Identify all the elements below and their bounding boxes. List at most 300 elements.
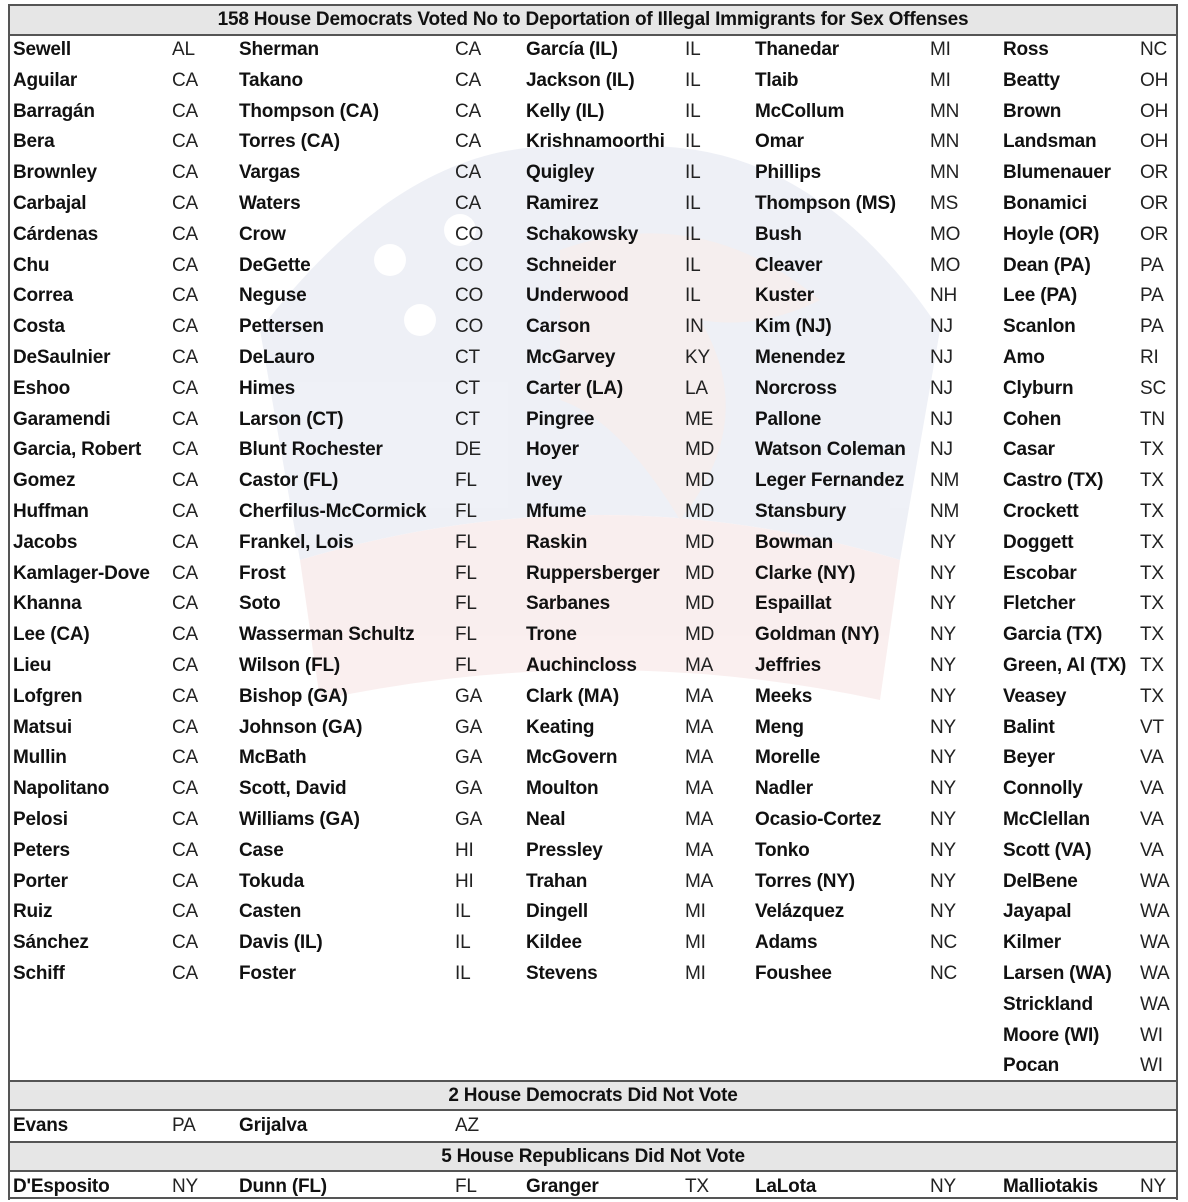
member-name: Moore (WI): [1003, 1025, 1100, 1046]
member-name: Takano: [239, 70, 303, 91]
member-state: NC: [930, 932, 958, 953]
member-name: Mullin: [13, 747, 67, 768]
member-name: Pettersen: [239, 316, 324, 337]
member-state: MO: [930, 255, 961, 276]
member-state: IL: [685, 131, 701, 152]
member-name: Lee (PA): [1003, 285, 1078, 306]
member-state: MN: [930, 162, 960, 183]
member-name: Stevens: [526, 963, 598, 984]
member-state: IL: [685, 285, 701, 306]
member-name: Neal: [526, 809, 566, 830]
member-name: Jackson (IL): [526, 70, 635, 91]
member-name: Crockett: [1003, 501, 1079, 522]
member-state: CA: [172, 501, 198, 522]
member-name: Ruppersberger: [526, 563, 660, 584]
member-state: TX: [1140, 563, 1164, 584]
member-state: IL: [685, 39, 701, 60]
member-name: Eshoo: [13, 378, 71, 399]
member-state: CO: [455, 316, 484, 337]
member-state: CA: [455, 70, 481, 91]
member-state: CT: [455, 409, 480, 430]
member-name: LaLota: [755, 1176, 817, 1197]
member-name: Pelosi: [13, 809, 68, 830]
member-name: Espaillat: [755, 593, 832, 614]
member-state: TX: [1140, 655, 1164, 676]
member-state: NJ: [930, 378, 953, 399]
member-state: NM: [930, 501, 960, 522]
member-name: Gomez: [13, 470, 76, 491]
member-name: Ramirez: [526, 193, 599, 214]
member-name: Castro (TX): [1003, 470, 1104, 491]
member-name: Green, Al (TX): [1003, 655, 1127, 676]
member-state: LA: [685, 378, 708, 399]
member-name: Peters: [13, 840, 70, 861]
member-name: Meng: [755, 717, 804, 738]
member-name: Brown: [1003, 101, 1062, 122]
member-state: TX: [1140, 439, 1164, 460]
member-name: Johnson (GA): [239, 717, 363, 738]
member-name: Barragán: [13, 101, 95, 122]
member-name: Cleaver: [755, 255, 823, 276]
member-name: Auchincloss: [526, 655, 637, 676]
member-name: Correa: [13, 285, 74, 306]
member-name: Garcia (TX): [1003, 624, 1103, 645]
member-name: Williams (GA): [239, 809, 360, 830]
member-state: TX: [1140, 624, 1164, 645]
member-state: MI: [930, 70, 951, 91]
member-state: MI: [685, 932, 706, 953]
member-state: CA: [172, 901, 198, 922]
member-state: TX: [1140, 593, 1164, 614]
member-state: OH: [1140, 101, 1169, 122]
member-name: Sánchez: [13, 932, 89, 953]
member-state: CA: [455, 101, 481, 122]
member-name: Adams: [755, 932, 818, 953]
member-name: Wilson (FL): [239, 655, 341, 676]
member-state: IL: [685, 255, 701, 276]
member-state: PA: [1140, 285, 1164, 306]
member-name: Case: [239, 840, 284, 861]
member-name: Torres (NY): [755, 871, 855, 892]
member-name: Jayapal: [1003, 901, 1072, 922]
member-state: NH: [930, 285, 958, 306]
member-state: NY: [930, 840, 956, 861]
member-name: Veasey: [1003, 686, 1067, 707]
member-state: MD: [685, 470, 715, 491]
member-name: Sarbanes: [526, 593, 610, 614]
member-name: Davis (IL): [239, 932, 323, 953]
member-name: Casar: [1003, 439, 1055, 460]
member-state: PA: [172, 1115, 196, 1136]
member-name: Velázquez: [755, 901, 845, 922]
member-name: Pocan: [1003, 1055, 1060, 1076]
member-name: Connolly: [1003, 778, 1083, 799]
member-name: Beatty: [1003, 70, 1060, 91]
member-state: CA: [172, 563, 198, 584]
member-name: Hoyer: [526, 439, 579, 460]
member-name: Huffman: [13, 501, 89, 522]
member-state: GA: [455, 809, 483, 830]
member-state: OR: [1140, 193, 1169, 214]
member-name: Granger: [526, 1176, 599, 1197]
member-state: CA: [172, 470, 198, 491]
member-name: Pingree: [526, 409, 595, 430]
member-state: WA: [1140, 932, 1170, 953]
member-name: Aguilar: [13, 70, 78, 91]
member-name: Foster: [239, 963, 296, 984]
member-state: VA: [1140, 778, 1164, 799]
member-name: Soto: [239, 593, 281, 614]
member-state: CT: [455, 378, 480, 399]
member-name: Norcross: [755, 378, 837, 399]
member-name: Goldman (NY): [755, 624, 880, 645]
member-state: IL: [455, 963, 471, 984]
member-name: Brownley: [13, 162, 97, 183]
member-state: GA: [455, 747, 483, 768]
member-name: Napolitano: [13, 778, 110, 799]
member-state: TN: [1140, 409, 1165, 430]
member-state: NJ: [930, 347, 953, 368]
member-state: MA: [685, 840, 714, 861]
member-name: Bowman: [755, 532, 833, 553]
member-name: Carter (LA): [526, 378, 624, 399]
member-state: CA: [172, 532, 198, 553]
member-name: Stansbury: [755, 501, 847, 522]
member-name: Evans: [13, 1115, 68, 1136]
member-state: WA: [1140, 994, 1170, 1015]
member-name: Foushee: [755, 963, 832, 984]
member-name: Dunn (FL): [239, 1176, 327, 1197]
member-state: WA: [1140, 963, 1170, 984]
member-name: McGarvey: [526, 347, 616, 368]
member-state: CA: [172, 809, 198, 830]
member-state: CA: [172, 409, 198, 430]
member-state: SC: [1140, 378, 1166, 399]
member-name: Garcia, Robert: [13, 439, 142, 460]
member-name: DelBene: [1003, 871, 1078, 892]
member-state: NY: [930, 655, 956, 676]
member-name: Clarke (NY): [755, 563, 856, 584]
member-state: MN: [930, 131, 960, 152]
member-state: NY: [930, 624, 956, 645]
member-state: MD: [685, 593, 715, 614]
member-state: CA: [455, 131, 481, 152]
member-name: Krishnamoorthi: [526, 131, 665, 152]
member-state: GA: [455, 778, 483, 799]
member-name: Phillips: [755, 162, 821, 183]
member-name: Chu: [13, 255, 50, 276]
member-name: Ross: [1003, 39, 1049, 60]
member-state: CA: [172, 224, 198, 245]
member-state: NY: [930, 901, 956, 922]
member-name: Omar: [755, 131, 804, 152]
member-state: CA: [455, 39, 481, 60]
member-name: Blumenauer: [1003, 162, 1111, 183]
member-state: NY: [930, 747, 956, 768]
member-state: PA: [1140, 316, 1164, 337]
member-state: NC: [930, 963, 958, 984]
member-name: Trone: [526, 624, 577, 645]
member-state: AZ: [455, 1115, 479, 1136]
member-name: Beyer: [1003, 747, 1055, 768]
member-state: CA: [455, 162, 481, 183]
member-name: García (IL): [526, 39, 618, 60]
member-name: Porter: [13, 871, 68, 892]
member-name: Jeffries: [755, 655, 821, 676]
member-state: CA: [172, 686, 198, 707]
member-name: Fletcher: [1003, 593, 1076, 614]
member-name: Bera: [13, 131, 55, 152]
member-name: Nadler: [755, 778, 813, 799]
member-state: OH: [1140, 70, 1169, 91]
member-name: Frankel, Lois: [239, 532, 354, 553]
member-state: CA: [172, 131, 198, 152]
member-state: NY: [930, 686, 956, 707]
member-name: Grijalva: [239, 1115, 308, 1136]
member-state: TX: [1140, 470, 1164, 491]
member-name: Garamendi: [13, 409, 111, 430]
member-name: Scott (VA): [1003, 840, 1092, 861]
member-name: McClellan: [1003, 809, 1090, 830]
member-name: Schneider: [526, 255, 617, 276]
member-state: NY: [930, 532, 956, 553]
member-name: DeSaulnier: [13, 347, 111, 368]
member-state: HI: [455, 840, 474, 861]
member-state: NM: [930, 470, 960, 491]
member-state: DE: [455, 439, 481, 460]
member-name: Waters: [239, 193, 301, 214]
member-name: Lofgren: [13, 686, 83, 707]
member-name: Tokuda: [239, 871, 304, 892]
member-state: CA: [455, 193, 481, 214]
member-name: DeGette: [239, 255, 311, 276]
member-state: MN: [930, 101, 960, 122]
member-name: Kildee: [526, 932, 582, 953]
member-state: CA: [172, 655, 198, 676]
member-state: NJ: [930, 439, 953, 460]
rep-no-vote-header: 5 House Republicans Did Not Vote: [8, 1141, 1178, 1172]
member-name: Schiff: [13, 963, 65, 984]
member-state: CA: [172, 347, 198, 368]
member-name: Kilmer: [1003, 932, 1061, 953]
member-name: Torres (CA): [239, 131, 340, 152]
member-state: TX: [1140, 532, 1164, 553]
member-state: CA: [172, 593, 198, 614]
member-name: Trahan: [526, 871, 588, 892]
member-name: Bonamici: [1003, 193, 1087, 214]
member-state: RI: [1140, 347, 1159, 368]
member-name: Pressley: [526, 840, 603, 861]
member-state: AL: [172, 39, 195, 60]
member-state: WA: [1140, 901, 1170, 922]
member-state: MD: [685, 624, 715, 645]
member-state: VA: [1140, 747, 1164, 768]
member-name: Lieu: [13, 655, 52, 676]
member-state: NC: [1140, 39, 1168, 60]
member-state: ME: [685, 409, 714, 430]
member-name: Hoyle (OR): [1003, 224, 1100, 245]
member-name: Scanlon: [1003, 316, 1076, 337]
member-state: NY: [930, 593, 956, 614]
member-state: VA: [1140, 809, 1164, 830]
member-state: TX: [1140, 501, 1164, 522]
member-name: Carbajal: [13, 193, 87, 214]
main-header: 158 House Democrats Voted No to Deportation of Illegal Immigrants for Sex Offenses: [8, 4, 1178, 36]
member-name: Cohen: [1003, 409, 1062, 430]
member-state: HI: [455, 871, 474, 892]
member-state: CA: [172, 285, 198, 306]
member-state: MI: [685, 963, 706, 984]
member-state: IL: [685, 70, 701, 91]
member-state: MA: [685, 809, 714, 830]
member-state: IL: [685, 101, 701, 122]
member-state: CT: [455, 347, 480, 368]
member-name: Ocasio-Cortez: [755, 809, 882, 830]
member-state: CA: [172, 162, 198, 183]
member-state: MI: [685, 901, 706, 922]
member-name: Jacobs: [13, 532, 78, 553]
member-state: NY: [172, 1176, 198, 1197]
member-name: Thompson (CA): [239, 101, 379, 122]
member-name: Morelle: [755, 747, 821, 768]
member-state: GA: [455, 717, 483, 738]
member-name: Amo: [1003, 347, 1045, 368]
member-state: MS: [930, 193, 959, 214]
member-state: MD: [685, 532, 715, 553]
member-name: Ruiz: [13, 901, 53, 922]
member-name: Tonko: [755, 840, 810, 861]
member-name: Kuster: [755, 285, 814, 306]
member-state: CA: [172, 778, 198, 799]
member-name: Blunt Rochester: [239, 439, 383, 460]
member-name: Strickland: [1003, 994, 1093, 1015]
member-state: FL: [455, 624, 477, 645]
member-state: KY: [685, 347, 710, 368]
member-state: MA: [685, 717, 714, 738]
member-state: FL: [455, 501, 477, 522]
member-name: Bush: [755, 224, 802, 245]
member-name: Raskin: [526, 532, 588, 553]
member-name: Casten: [239, 901, 302, 922]
member-state: CA: [172, 963, 198, 984]
member-state: IL: [685, 224, 701, 245]
member-name: Underwood: [526, 285, 629, 306]
member-state: MA: [685, 747, 714, 768]
member-name: Bishop (GA): [239, 686, 348, 707]
member-name: Clark (MA): [526, 686, 620, 707]
member-state: NY: [930, 1176, 956, 1197]
member-state: MI: [930, 39, 951, 60]
member-state: VA: [1140, 840, 1164, 861]
member-state: NJ: [930, 316, 953, 337]
member-state: FL: [455, 470, 477, 491]
member-state: IL: [455, 901, 471, 922]
member-state: CA: [172, 717, 198, 738]
member-state: MD: [685, 439, 715, 460]
member-name: Malliotakis: [1003, 1176, 1098, 1197]
member-state: IL: [685, 162, 701, 183]
member-state: CO: [455, 285, 484, 306]
member-state: WI: [1140, 1025, 1163, 1046]
member-state: CA: [172, 840, 198, 861]
member-state: MO: [930, 224, 961, 245]
member-name: Kamlager-Dove: [13, 563, 150, 584]
member-state: FL: [455, 532, 477, 553]
member-name: Moulton: [526, 778, 599, 799]
member-state: CA: [172, 932, 198, 953]
member-state: CO: [455, 224, 484, 245]
member-state: OR: [1140, 224, 1169, 245]
member-state: VT: [1140, 717, 1164, 738]
member-state: IN: [685, 316, 704, 337]
member-state: NJ: [930, 409, 953, 430]
member-name: Meeks: [755, 686, 813, 707]
member-state: CA: [172, 439, 198, 460]
member-name: Clyburn: [1003, 378, 1074, 399]
member-state: IL: [455, 932, 471, 953]
member-name: Ivey: [526, 470, 563, 491]
member-name: Sewell: [13, 39, 71, 60]
member-state: FL: [455, 655, 477, 676]
member-name: D'Esposito: [13, 1176, 110, 1197]
member-state: CA: [172, 871, 198, 892]
member-name: Pallone: [755, 409, 822, 430]
member-state: CA: [172, 624, 198, 645]
dem-no-vote-header: 2 House Democrats Did Not Vote: [8, 1080, 1178, 1111]
member-state: WA: [1140, 871, 1170, 892]
member-name: Mfume: [526, 501, 587, 522]
member-name: Vargas: [239, 162, 301, 183]
member-name: Frost: [239, 563, 286, 584]
member-name: McCollum: [755, 101, 845, 122]
member-name: DeLauro: [239, 347, 315, 368]
member-state: NY: [930, 871, 956, 892]
member-name: Leger Fernandez: [755, 470, 905, 491]
member-name: Quigley: [526, 162, 595, 183]
member-state: TX: [685, 1176, 709, 1197]
member-name: Kelly (IL): [526, 101, 605, 122]
member-state: FL: [455, 563, 477, 584]
member-name: Neguse: [239, 285, 307, 306]
member-name: Keating: [526, 717, 595, 738]
member-state: MD: [685, 501, 715, 522]
member-state: FL: [455, 593, 477, 614]
member-state: MD: [685, 563, 715, 584]
member-name: Thanedar: [755, 39, 839, 60]
member-state: CA: [172, 101, 198, 122]
member-name: Sherman: [239, 39, 319, 60]
member-state: NY: [930, 563, 956, 584]
member-state: MA: [685, 686, 714, 707]
member-state: OH: [1140, 131, 1169, 152]
member-name: Costa: [13, 316, 65, 337]
member-state: PA: [1140, 255, 1164, 276]
member-state: MA: [685, 871, 714, 892]
member-name: Escobar: [1003, 563, 1077, 584]
member-name: Castor (FL): [239, 470, 339, 491]
member-name: Doggett: [1003, 532, 1074, 553]
member-state: CA: [172, 747, 198, 768]
member-state: FL: [455, 1176, 477, 1197]
member-state: NY: [930, 778, 956, 799]
member-name: Balint: [1003, 717, 1055, 738]
member-name: Tlaib: [755, 70, 799, 91]
member-name: Larsen (WA): [1003, 963, 1112, 984]
member-state: CA: [172, 378, 198, 399]
member-state: OR: [1140, 162, 1169, 183]
member-state: NY: [930, 717, 956, 738]
member-state: IL: [685, 193, 701, 214]
